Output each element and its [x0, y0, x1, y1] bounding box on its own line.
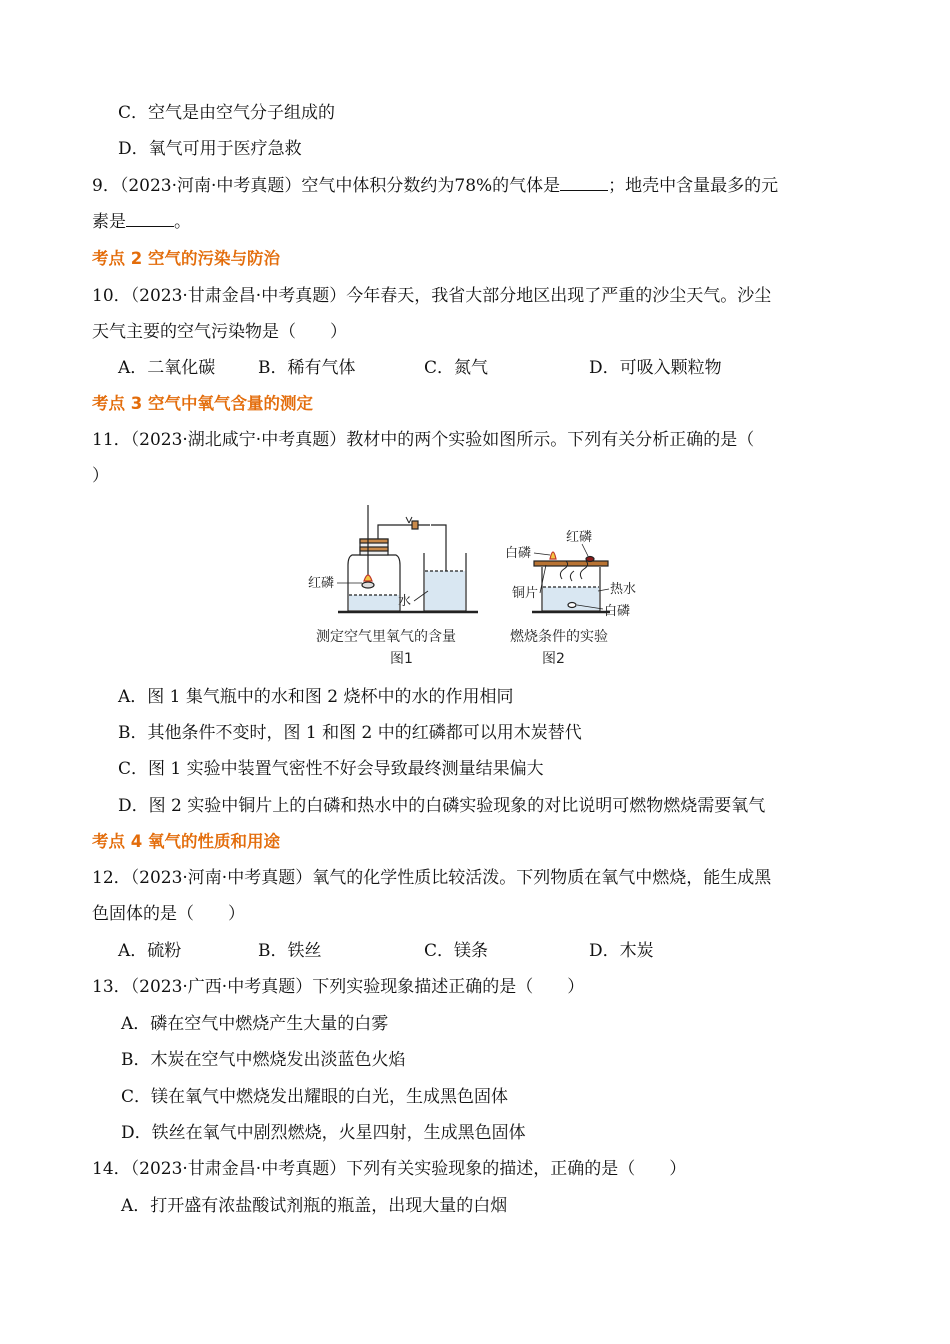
- q11-option-b: B．其他条件不变时，图 1 和图 2 中的红磷都可以用木炭替代: [118, 723, 582, 743]
- fig1-tube: [378, 525, 430, 539]
- fig2-apparatus: [532, 552, 610, 612]
- fig1-caption: 测定空气里氧气的含量: [316, 629, 456, 645]
- q12-option-a: A．硫粉: [118, 941, 182, 961]
- q11-line2: ）: [92, 466, 109, 486]
- q12-line2: 色固体的是（ ）: [92, 904, 245, 924]
- q10-line1: 10．（2023·甘肃金昌·中考真题）今年春天，我省大部分地区出现了严重的沙尘天气。沙尘: [92, 286, 772, 306]
- q13-option-c: C．镁在氧气中燃烧发出耀眼的白光，生成黑色固体: [121, 1087, 509, 1107]
- q10-option-c: C．氮气: [424, 358, 489, 378]
- q14-line1: 14．（2023·甘肃金昌·中考真题）下列有关实验现象的描述，正确的是（ ）: [92, 1159, 687, 1179]
- fig2-label-white-phosphorus-top: 白磷: [505, 546, 532, 561]
- q8-option-c: C．空气是由空气分子组成的: [118, 103, 336, 123]
- q11-option-a: A．图 1 集气瓶中的水和图 2 烧杯中的水的作用相同: [118, 687, 514, 707]
- q12-option-d: D．木炭: [589, 941, 654, 961]
- fig2-label-hot-water: 热水: [610, 582, 637, 597]
- fig1-label-water: 水: [398, 594, 412, 609]
- q10-line2: 天气主要的空气污染物是（ ）: [92, 322, 347, 342]
- fig2-label-copper: 铜片: [512, 586, 539, 601]
- fig2-name: 图2: [542, 651, 565, 667]
- fig1-name: 图1: [390, 651, 413, 667]
- fig1-label-red-phosphorus: 红磷: [308, 576, 335, 591]
- q9-blank-2: [126, 212, 174, 227]
- q10-option-a: A．二氧化碳: [118, 358, 216, 378]
- q10-option-b: B．稀有气体: [258, 358, 356, 378]
- q9-text-a: 9．（2023·河南·中考真题）空气中体积分数约为78%的气体是: [92, 176, 561, 196]
- fig1-clamp: [412, 521, 418, 529]
- q9-blank-1: [560, 176, 608, 191]
- section-3-heading: 考点 3 空气中氧气含量的测定: [92, 394, 313, 413]
- fig2-red-phosphorus: [586, 557, 594, 562]
- q11-option-d: D．图 2 实验中铜片上的白磷和热水中的白磷实验现象的对比说明可燃物燃烧需要氧气: [118, 796, 766, 816]
- fig2-white-phosphorus-water: [568, 603, 576, 608]
- q9-text-d: 。: [174, 212, 191, 232]
- q13-option-b: B．木炭在空气中燃烧发出淡蓝色火焰: [121, 1050, 406, 1070]
- q13-option-a: A．磷在空气中燃烧产生大量的白雾: [121, 1014, 389, 1034]
- q9-text-b: ；地壳中含量最多的元: [608, 176, 779, 196]
- fig1-flame: [364, 575, 372, 581]
- q9-line1: [92, 174, 778, 198]
- fig2-flame: [550, 552, 556, 559]
- q10-option-d: D．可吸入颗粒物: [589, 358, 722, 378]
- fig2-caption: 燃烧条件的实验: [510, 629, 608, 645]
- q12-option-c: C．镁条: [424, 941, 489, 961]
- q11-line1: 11．（2023·湖北咸宁·中考真题）教材中的两个实验如图所示。下列有关分析正确的是（: [92, 430, 755, 450]
- q13-line1: 13．（2023·广西·中考真题）下列实验现象描述正确的是（ ）: [92, 977, 585, 997]
- q12-option-b: B．铁丝: [258, 941, 322, 961]
- fig2-label-red-phosphorus: 红磷: [566, 530, 593, 545]
- section-2-heading: 考点 2 空气的污染与防治: [92, 249, 280, 268]
- section-4-heading: 考点 4 氧气的性质和用途: [92, 832, 280, 851]
- fig2-copper-plate: [534, 561, 608, 566]
- fig2-label-white-phosphorus-bottom: 白磷: [604, 604, 631, 619]
- experiment-figure: [300, 495, 650, 675]
- q14-option-a: A．打开盛有浓盐酸试剂瓶的瓶盖，出现大量的白烟: [121, 1196, 508, 1216]
- q9-text-c: 素是: [92, 212, 126, 232]
- q11-option-c: C．图 1 实验中装置气密性不好会导致最终测量结果偏大: [118, 759, 544, 779]
- q8-option-d: D．氧气可用于医疗急救: [118, 139, 302, 159]
- q13-option-d: D．铁丝在氧气中剧烈燃烧，火星四射，生成黑色固体: [121, 1123, 526, 1143]
- q9-line2: [92, 210, 191, 234]
- q12-line1: 12．（2023·河南·中考真题）氧气的化学性质比较活泼。下列物质在氧气中燃烧，能生成黑: [92, 868, 772, 888]
